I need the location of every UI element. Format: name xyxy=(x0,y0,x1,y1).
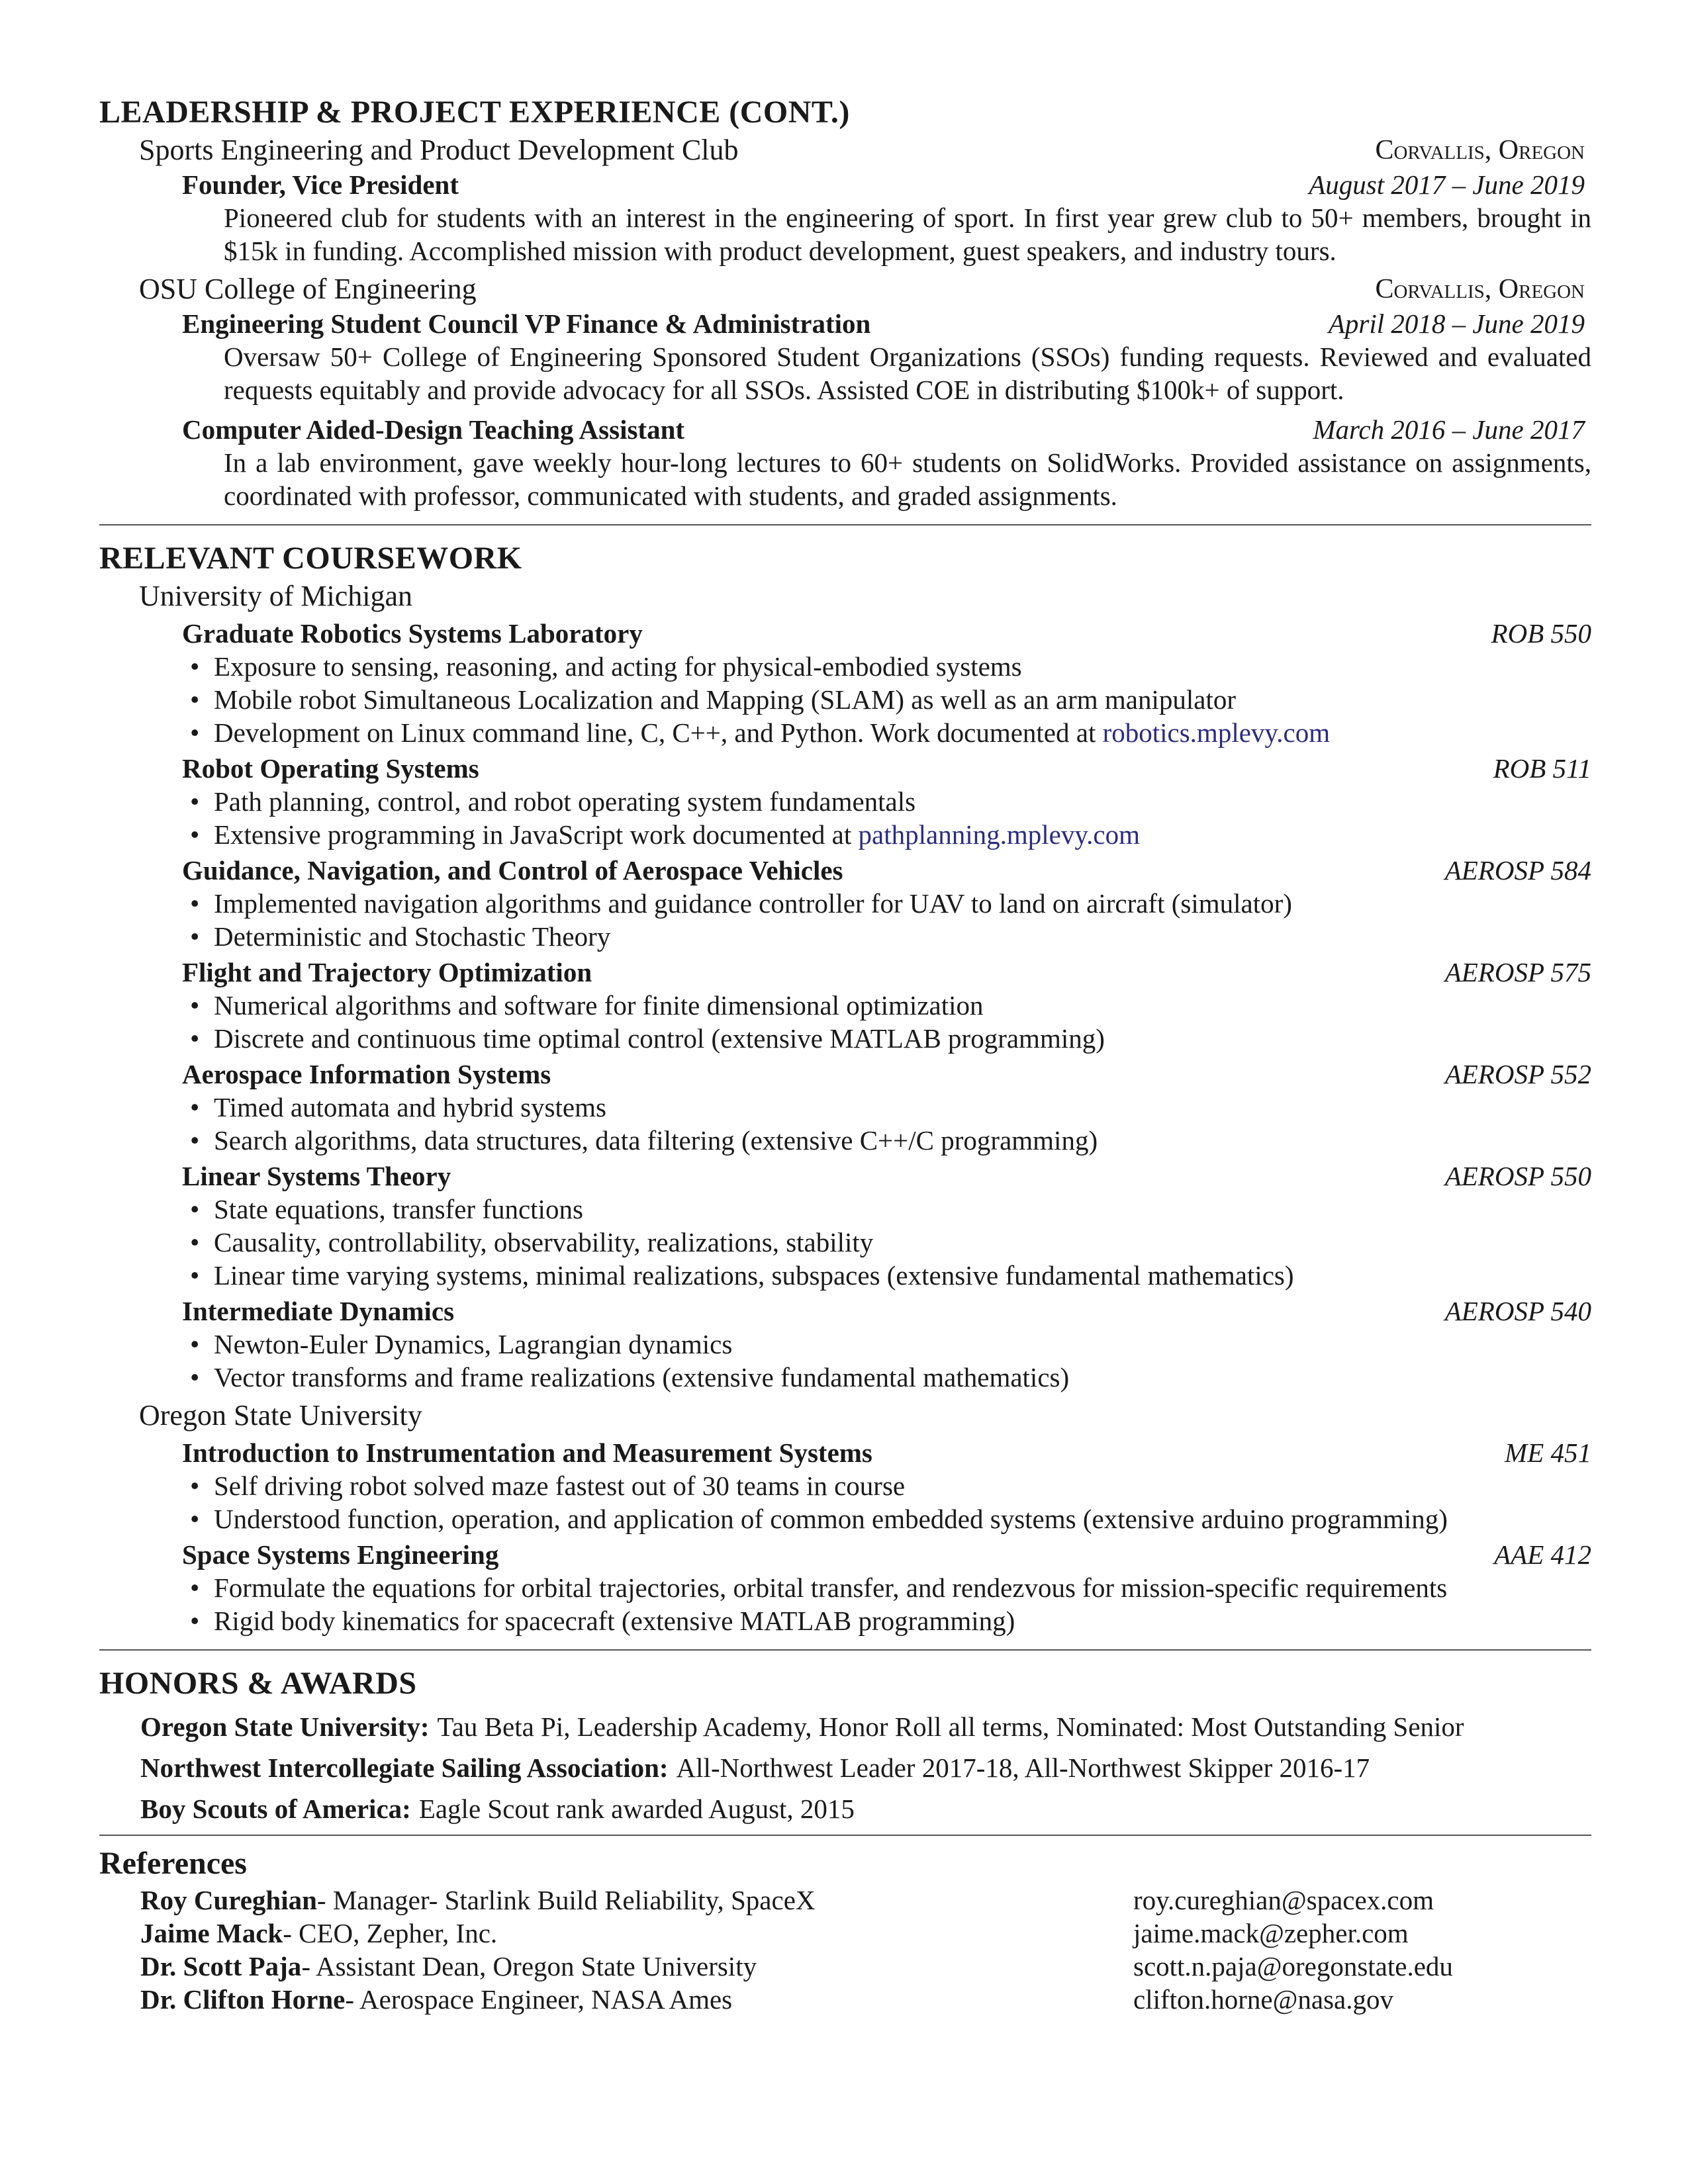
role-description: Pioneered club for students with an interest in the engineering of sport. In first year grew club to 50+ members, brought in $15k in funding. Accomplished mission with product development, guest speakers, and industry tours. xyxy=(224,203,1591,266)
honor-org: Oregon State University: xyxy=(140,1711,430,1742)
course-row xyxy=(182,1538,1591,1571)
bullet-item: • Linear time varying systems, minimal realizations, subspaces (extensive fundamental mathematics) xyxy=(182,1259,1591,1292)
course-code: AEROSP 550 xyxy=(1444,1161,1591,1191)
honor-row xyxy=(140,1788,1591,1829)
course-row xyxy=(182,1436,1591,1469)
reference-person xyxy=(140,1884,1133,1917)
course-bullets xyxy=(182,1193,1591,1292)
role-row xyxy=(182,307,1591,340)
reference-name: Dr. Clifton Horne xyxy=(140,1984,346,2015)
project-link[interactable]: robotics.mplevy.com xyxy=(1102,717,1331,748)
org-name: Sports Engineering and Product Development Club xyxy=(139,134,739,166)
bullet-text: Development on Linux command line, C, C++, and Python. Work documented at xyxy=(214,717,1103,748)
org-row xyxy=(139,132,1591,168)
bullet-item: • Search algorithms, data structures, data filtering (extensive C++/C programming) xyxy=(182,1124,1591,1157)
reference-role: - Assistant Dean, Oregon State University xyxy=(301,1951,757,1981)
course-name: Robot Operating Systems xyxy=(182,753,479,784)
reference-role: - Manager- Starlink Build Reliability, SpaceX xyxy=(316,1885,816,1915)
course-row xyxy=(182,752,1591,785)
course-name: Linear Systems Theory xyxy=(182,1161,451,1191)
bullet-item: • Timed automata and hybrid systems xyxy=(182,1091,1591,1124)
bullet-item: • Path planning, control, and robot operating system fundamentals xyxy=(182,785,1591,818)
resume-page xyxy=(99,93,1591,2016)
reference-row xyxy=(140,1950,1591,1983)
section-divider xyxy=(99,524,1591,525)
reference-role: - CEO, Zepher, Inc. xyxy=(283,1918,498,1948)
section-heading: References xyxy=(99,1846,247,1881)
honor-text: All-Northwest Leader 2017-18, All-Northwest Skipper 2016-17 xyxy=(676,1752,1370,1783)
reference-name: Dr. Scott Paja xyxy=(140,1951,302,1981)
course-code: ME 451 xyxy=(1505,1437,1591,1468)
leadership-section xyxy=(99,93,1591,512)
course-name: Space Systems Engineering xyxy=(182,1539,499,1570)
course-row xyxy=(182,854,1591,887)
reference-email[interactable]: clifton.horne@nasa.gov xyxy=(1133,1984,1393,2015)
bullet-item: • Deterministic and Stochastic Theory xyxy=(182,920,1591,953)
reference-email[interactable]: roy.cureghian@spacex.com xyxy=(1133,1885,1434,1915)
project-link[interactable]: pathplanning.mplevy.com xyxy=(858,819,1140,850)
bullet-item: • Rigid body kinematics for spacecraft (extensive MATLAB programming) xyxy=(182,1604,1591,1637)
role-title: Founder, Vice President xyxy=(182,169,459,200)
bullet-item xyxy=(182,818,1591,851)
honor-org: Boy Scouts of America: xyxy=(140,1794,411,1824)
section-heading: LEADERSHIP & PROJECT EXPERIENCE (CONT.) xyxy=(99,95,850,130)
honor-row xyxy=(140,1706,1591,1747)
role-description: In a lab environment, gave weekly hour-long lectures to 60+ students on SolidWorks. Provided assistance on assignments, coordinated with professor, communicated with students, and graded assignments. xyxy=(224,447,1591,511)
section-divider xyxy=(99,1835,1591,1836)
course-code: AAE 412 xyxy=(1494,1539,1591,1570)
bullet-item: • Exposure to sensing, reasoning, and acting for physical-embodied systems xyxy=(182,650,1591,683)
org-location: Corvallis, Oregon xyxy=(1375,135,1585,165)
bullet-item: • Understood function, operation, and application of common embedded systems (extensive arduino programming) xyxy=(182,1502,1591,1535)
bullet-item: • Self driving robot solved maze fastest out of 30 teams in course xyxy=(182,1469,1591,1502)
reference-row xyxy=(140,1983,1591,2016)
honor-row xyxy=(140,1747,1591,1788)
role-row xyxy=(182,413,1591,446)
section-heading: HONORS & AWARDS xyxy=(99,1666,417,1701)
bullet-item: • Mobile robot Simultaneous Localization and Mapping (SLAM) as well as an arm manipulator xyxy=(182,683,1591,716)
course-name: Graduate Robotics Systems Laboratory xyxy=(182,618,643,649)
bullet-item: • Formulate the equations for orbital trajectories, orbital transfer, and rendezvous for mission-specific requirements xyxy=(182,1571,1591,1604)
bullet-item: • Newton-Euler Dynamics, Lagrangian dynamics xyxy=(182,1328,1591,1361)
section-heading: RELEVANT COURSEWORK xyxy=(99,541,522,576)
course-name: Intermediate Dynamics xyxy=(182,1296,455,1326)
school-name: University of Michigan xyxy=(139,580,413,612)
course-name: Guidance, Navigation, and Control of Aerospace Vehicles xyxy=(182,855,843,886)
bullet-item: • Numerical algorithms and software for finite dimensional optimization xyxy=(182,989,1591,1022)
reference-role: - Aerospace Engineer, NASA Ames xyxy=(345,1984,733,2015)
course-bullets xyxy=(182,1328,1591,1394)
course-name: Aerospace Information Systems xyxy=(182,1059,551,1089)
bullet-text: Extensive programming in JavaScript work documented at xyxy=(214,819,859,850)
role-row xyxy=(182,168,1591,201)
role-description: Oversaw 50+ College of Engineering Sponsored Student Organizations (SSOs) funding requests. Reviewed and evaluated requests equitably and provide advocacy for all SSOs. Assisted COE in distributing $100k+ of support. xyxy=(224,341,1591,405)
bullet-item: • Implemented navigation algorithms and guidance controller for UAV to land on aircraft (simulator) xyxy=(182,887,1591,920)
course-bullets xyxy=(182,887,1591,953)
course-code: AEROSP 575 xyxy=(1444,957,1591,987)
reference-person xyxy=(140,1950,1133,1983)
bullet-item: • Causality, controllability, observability, realizations, stability xyxy=(182,1226,1591,1259)
course-row xyxy=(182,617,1591,650)
course-code: ROB 511 xyxy=(1493,753,1591,784)
course-name: Introduction to Instrumentation and Measurement Systems xyxy=(182,1437,872,1468)
course-bullets xyxy=(182,650,1591,749)
reference-person xyxy=(140,1917,1133,1950)
bullet-item: • Vector transforms and frame realizations (extensive fundamental mathematics) xyxy=(182,1361,1591,1394)
course-code: AEROSP 584 xyxy=(1444,855,1591,886)
role-title: Computer Aided-Design Teaching Assistant xyxy=(182,414,685,445)
reference-person xyxy=(140,1983,1133,2016)
course-row xyxy=(182,1058,1591,1091)
honor-text: Tau Beta Pi, Leadership Academy, Honor Roll all terms, Nominated: Most Outstanding Senior xyxy=(437,1711,1464,1742)
course-code: ROB 550 xyxy=(1491,618,1591,649)
reference-name: Jaime Mack xyxy=(140,1918,283,1948)
course-row xyxy=(182,1160,1591,1193)
course-row xyxy=(182,1295,1591,1328)
honor-text: Eagle Scout rank awarded August, 2015 xyxy=(418,1794,855,1824)
bullet-item: • Discrete and continuous time optimal control (extensive MATLAB programming) xyxy=(182,1022,1591,1055)
honor-org: Northwest Intercollegiate Sailing Association: xyxy=(140,1752,669,1783)
course-code: AEROSP 540 xyxy=(1444,1296,1591,1326)
course-bullets xyxy=(182,1571,1591,1637)
references-section xyxy=(99,1844,1591,2016)
org-name: OSU College of Engineering xyxy=(139,273,477,305)
course-bullets xyxy=(182,785,1591,851)
reference-row xyxy=(140,1884,1591,1917)
section-divider xyxy=(99,1649,1591,1651)
org-row xyxy=(139,271,1591,307)
bullet-item xyxy=(182,716,1591,749)
course-name: Flight and Trajectory Optimization xyxy=(182,957,592,987)
reference-row xyxy=(140,1917,1591,1950)
reference-email[interactable]: jaime.mack@zepher.com xyxy=(1133,1918,1409,1948)
role-dates: March 2016 – June 2017 xyxy=(1313,414,1585,445)
role-dates: August 2017 – June 2019 xyxy=(1309,169,1585,200)
role-dates: April 2018 – June 2019 xyxy=(1328,308,1585,339)
org-location: Corvallis, Oregon xyxy=(1375,274,1585,304)
course-bullets xyxy=(182,1469,1591,1535)
role-title: Engineering Student Council VP Finance & Administration xyxy=(182,308,871,339)
course-code: AEROSP 552 xyxy=(1444,1059,1591,1089)
reference-email[interactable]: scott.n.paja@oregonstate.edu xyxy=(1133,1951,1453,1981)
reference-name: Roy Cureghian xyxy=(140,1885,317,1915)
honors-section xyxy=(99,1664,1591,1829)
course-bullets xyxy=(182,1091,1591,1157)
coursework-section xyxy=(99,539,1591,1637)
course-row xyxy=(182,956,1591,989)
school-name: Oregon State University xyxy=(139,1399,422,1432)
bullet-item: • State equations, transfer functions xyxy=(182,1193,1591,1226)
course-bullets xyxy=(182,989,1591,1055)
